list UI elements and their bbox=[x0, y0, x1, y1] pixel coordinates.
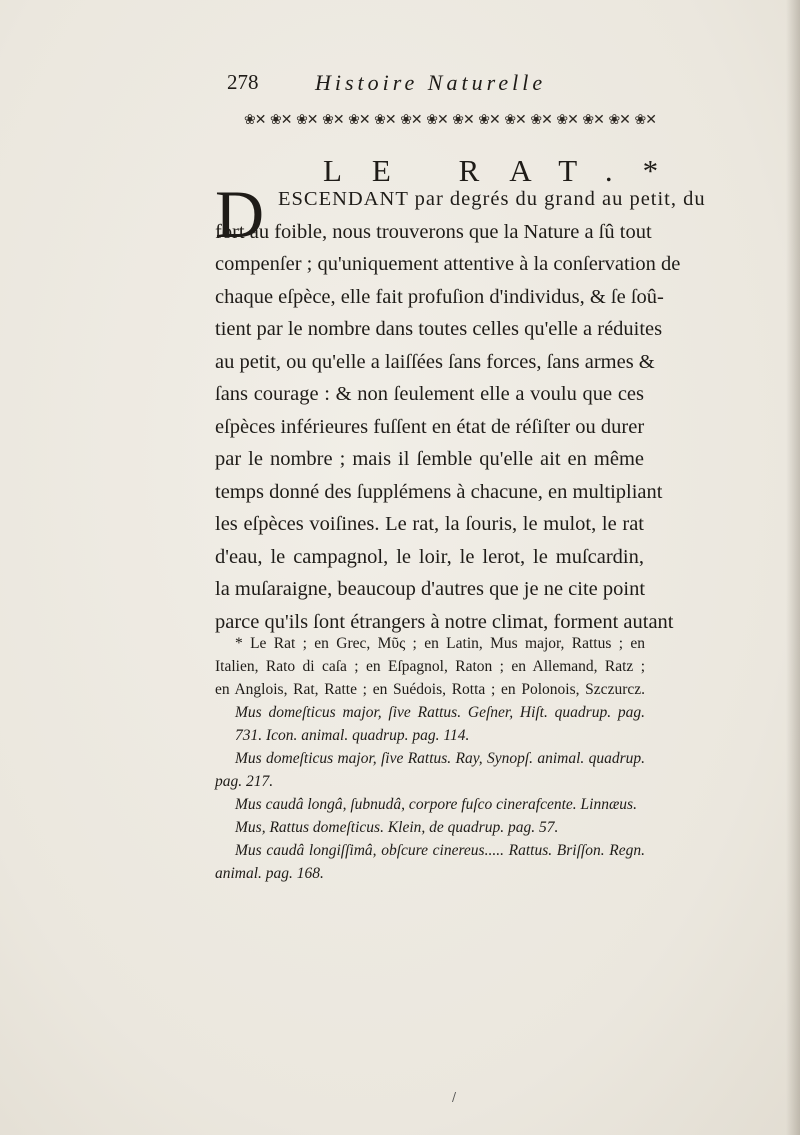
page-header bbox=[227, 70, 647, 100]
ornament-glyph: ❀✕ bbox=[322, 112, 344, 128]
body-line: la muſaraigne, beaucoup d'autres que je ne cite point bbox=[215, 578, 646, 600]
ornament-glyph: ❀✕ bbox=[556, 112, 578, 128]
body-line: chaque eſpèce, elle fait profuſion d'individus, & ſe ſoû- bbox=[215, 285, 664, 308]
body-line: par le nombre ; mais il ſemble qu'elle ait en même bbox=[215, 448, 644, 470]
ornament-glyph: ❀✕ bbox=[296, 112, 318, 128]
footnote-line: * Le Rat ; en Grec, Μῦς ; en Latin, Mus major, Rattus ; en bbox=[235, 635, 645, 652]
ornament-glyph: ❀✕ bbox=[400, 112, 422, 128]
ornament-glyph: ❀✕ bbox=[478, 112, 500, 128]
ornament-glyph: ❀✕ bbox=[426, 112, 448, 128]
running-title: Histoire Naturelle bbox=[315, 70, 547, 95]
body-line: temps donné des ſupplémens à chacune, en multipliant bbox=[215, 480, 663, 503]
footnote-line: Mus caudâ longiſſimâ, obſcure cinereus..... Rattus. Briſſon. Regn. bbox=[235, 842, 645, 859]
ornament-glyph: ❀✕ bbox=[530, 112, 552, 128]
footnote-line: pag. 217. bbox=[215, 773, 274, 790]
body-line: eſpèces inférieures fuſſent en état de réſiſter ou durer bbox=[215, 415, 645, 438]
body-line: parce qu'ils ſont étrangers à notre climat, forment autant bbox=[215, 610, 674, 633]
ornament-glyph: ❀✕ bbox=[348, 112, 370, 128]
body-text bbox=[215, 183, 706, 638]
stray-mark: / bbox=[452, 1090, 457, 1104]
footnote-line: en Anglois, Rat, Ratte ; en Suédois, Rotta ; en Polonois, Szczurcz. bbox=[215, 681, 645, 698]
footnote bbox=[215, 632, 645, 885]
ornament-glyph: ❀✕ bbox=[452, 112, 474, 128]
body-line: d'eau, le campagnol, le loir, le lerot, le muſcardin, bbox=[215, 545, 644, 568]
footnote-line: Mus, Rattus domeſticus. Klein, de quadrup. pag. 57. bbox=[235, 819, 559, 836]
ornament-glyph: ❀✕ bbox=[244, 112, 266, 128]
ornament-band bbox=[244, 110, 656, 130]
ornament-glyph: ❀✕ bbox=[504, 112, 526, 128]
drop-cap: D bbox=[215, 176, 265, 252]
footnote-line: Mus domeſticus major, ſive Rattus. Geſner, Hiſt. quadrup. pag. bbox=[235, 704, 645, 721]
body-line: fort au foible, nous trouverons que la Nature a ſû tout bbox=[215, 220, 652, 243]
footnote-line: Italien, Rato di caſa ; en Eſpagnol, Raton ; en Allemand, Ratz ; bbox=[215, 658, 645, 675]
body-line: les eſpèces voiſines. Le rat, la ſouris, le mulot, le rat bbox=[215, 513, 644, 535]
body-line: compenſer ; qu'uniquement attentive à la conſervation de bbox=[215, 253, 681, 275]
body-line: ESCENDANT par degrés du grand au petit, du bbox=[278, 188, 706, 210]
footnote-line: 731. Icon. animal. quadrup. pag. 114. bbox=[235, 727, 470, 744]
ornament-glyph: ❀✕ bbox=[374, 112, 396, 128]
body-line: au petit, ou qu'elle a laiſſées ſans forces, ſans armes & bbox=[215, 350, 655, 373]
footnote-line: Mus domeſticus major, ſive Rattus. Ray, Synopſ. animal. quadrup. bbox=[235, 750, 645, 767]
page-edge-shadow bbox=[786, 0, 800, 1135]
footnote-line: animal. pag. 168. bbox=[215, 865, 324, 882]
body-line: ſans courage : & non ſeulement elle a voulu que ces bbox=[215, 383, 644, 405]
chapter-title: LE RAT.* bbox=[323, 153, 689, 188]
footnote-line: Mus caudâ longâ, ſubnudâ, corpore fuſco cinerafcente. Linnæus. bbox=[235, 796, 637, 813]
body-line: tient par le nombre dans toutes celles qu'elle a réduites bbox=[215, 318, 663, 340]
page-number: 278 bbox=[227, 70, 259, 94]
ornament-glyph: ❀✕ bbox=[270, 112, 292, 128]
ornament-glyph: ❀✕ bbox=[608, 112, 630, 128]
ornament-glyph: ❀✕ bbox=[634, 112, 656, 128]
ornament-glyph: ❀✕ bbox=[582, 112, 604, 128]
